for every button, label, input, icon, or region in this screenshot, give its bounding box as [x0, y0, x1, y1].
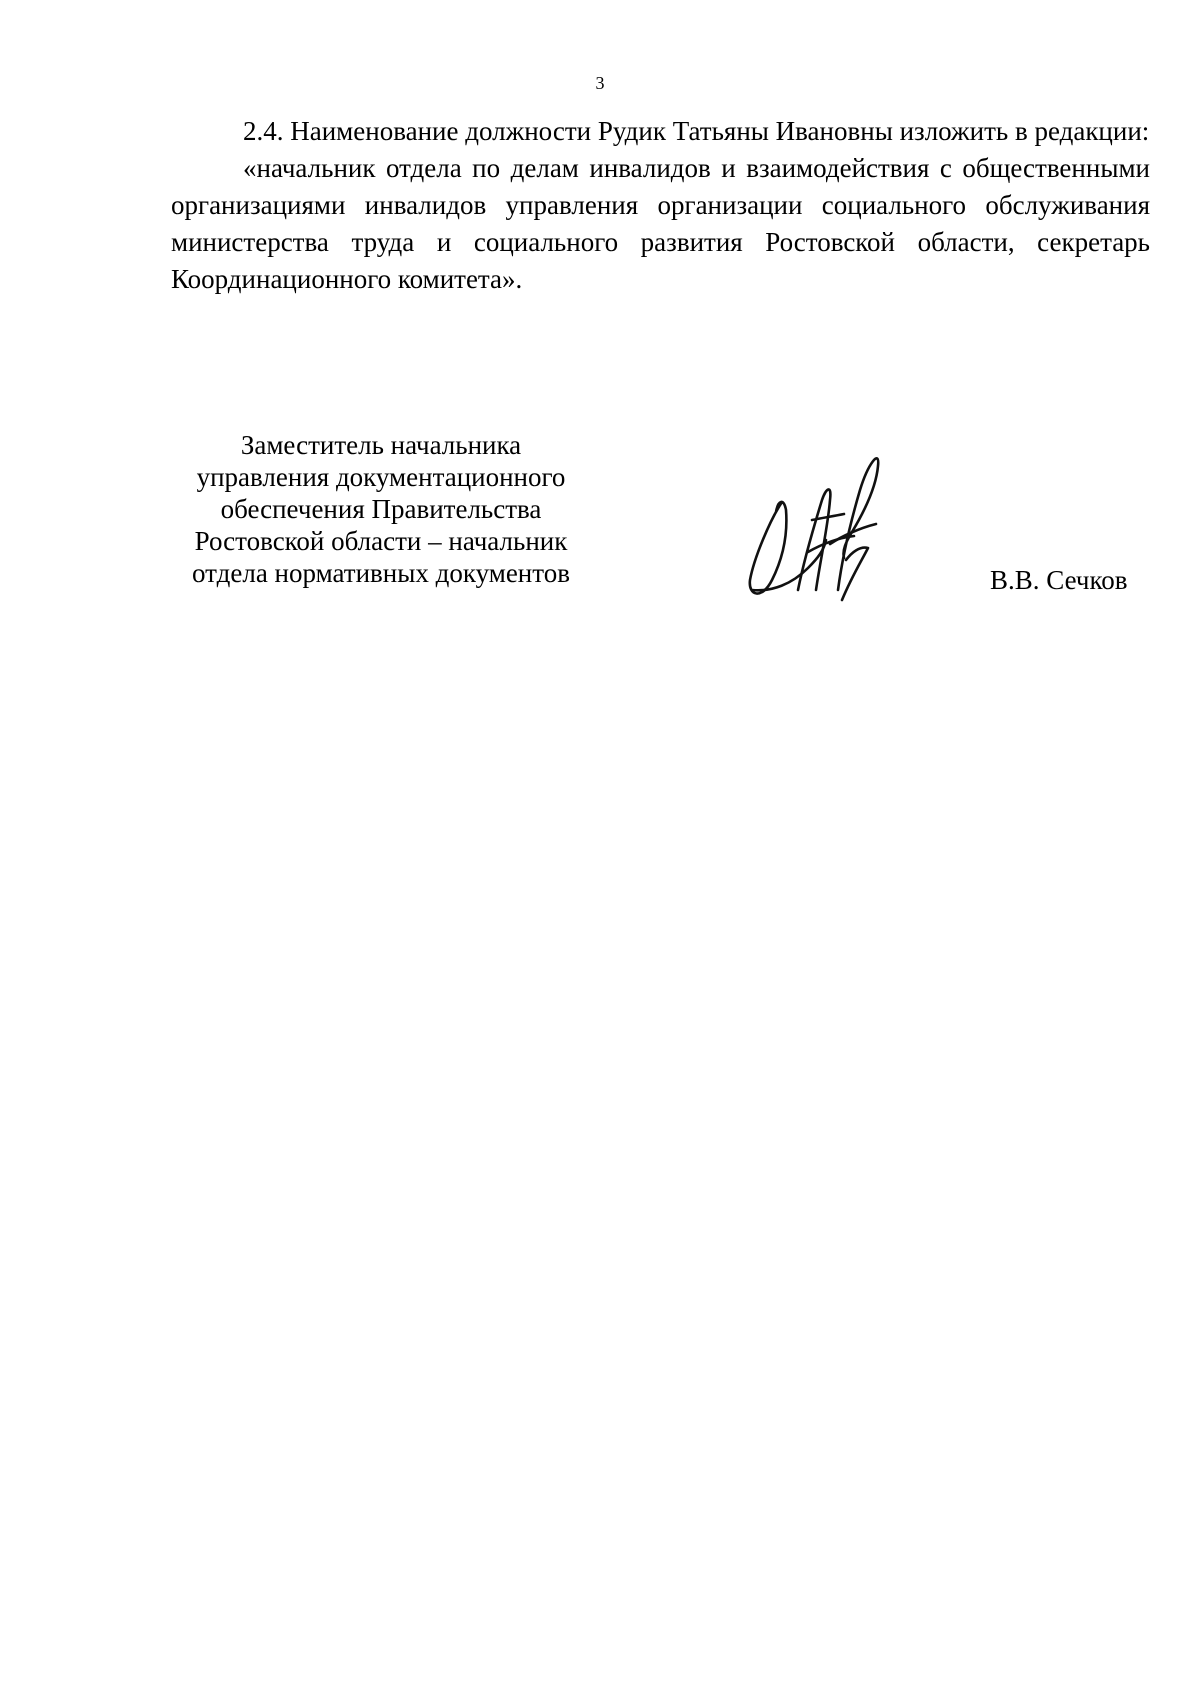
position-line: Ростовской области – начальник [194, 526, 568, 556]
position-line: обеспечения Правительства [220, 494, 542, 524]
position-line: отдела нормативных документов [192, 558, 570, 588]
position-line: управления документационного [196, 462, 566, 492]
position-line: Заместитель начальника [240, 430, 522, 460]
page-number: 3 [595, 73, 605, 93]
signatory-position [171, 429, 591, 589]
handwritten-signature [742, 440, 902, 610]
signer-name: В.В. Сечков [990, 565, 1128, 595]
document-body [171, 113, 1150, 298]
paragraph-new-wording: «начальник отдела по делам инвалидов и взаимодействия с общественными организациями инвалидов управления организации социального обслуживания министерства труда и социального развития Ростовской области, секретарь Координационного комитета». [171, 153, 1150, 294]
paragraph-item-2-4: 2.4. Наименование должности Рудик Татьяны Ивановны изложить в редакции: [243, 116, 1150, 146]
